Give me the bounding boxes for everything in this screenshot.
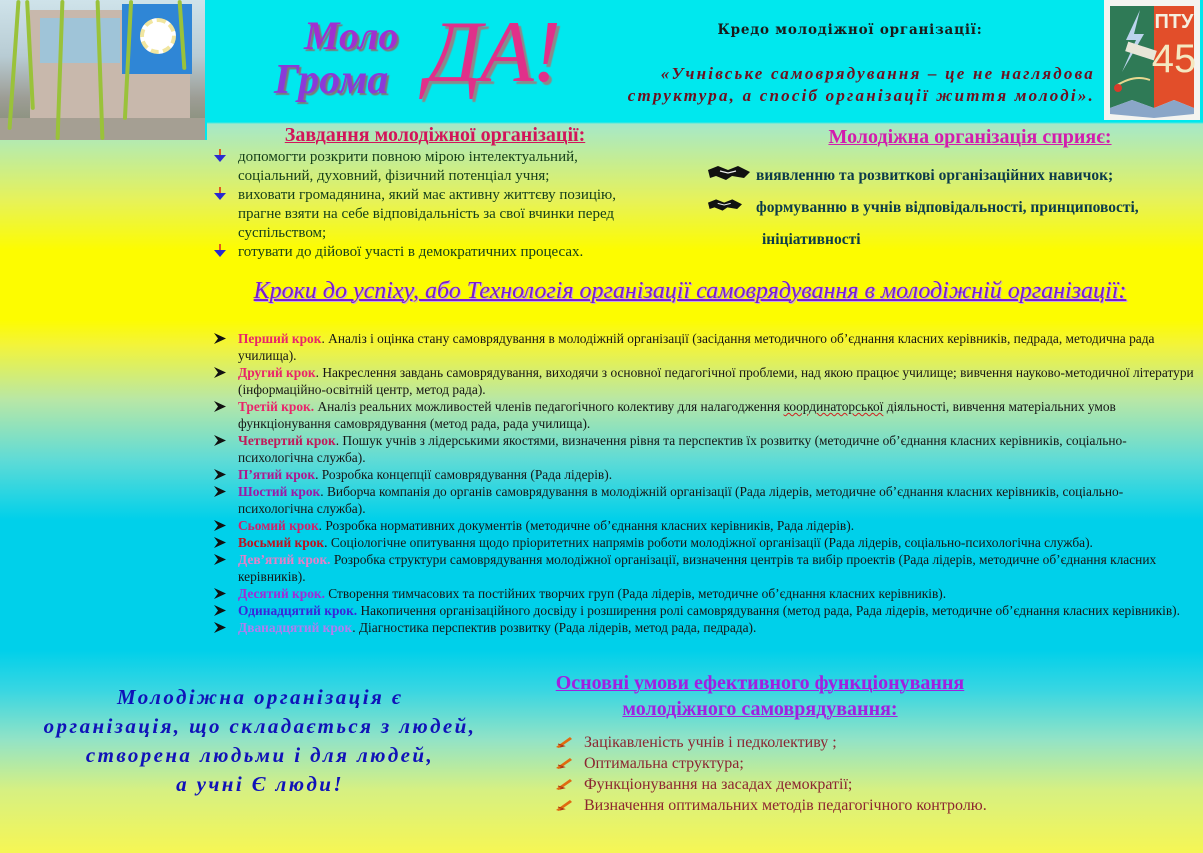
task-item (214, 243, 654, 262)
task-text: готувати до дійової участі в демократичних процесах. (238, 244, 584, 260)
chevron-right-icon (214, 520, 226, 531)
task-text: виховати громадянина, який має активну життєву позицію, прагне взяти на себе відповідальність за свої вчинки перед суспільством; (238, 187, 617, 241)
gear-emblem-icon (140, 18, 176, 54)
task-item (214, 148, 654, 186)
willow-branch (7, 0, 20, 130)
condition-item (556, 732, 1076, 753)
writing-hand-icon (556, 736, 572, 748)
promotes-title: Молодіжна організація сприяє: (828, 126, 1112, 148)
emblem-text-45: 45 (1151, 37, 1197, 81)
step-item (214, 483, 1198, 517)
motto-line: створена людьми і для людей, (85, 743, 435, 767)
step-label: Дев’ятий крок. (238, 552, 331, 567)
promotes-text: формуванню в учнів відповідальності, принциповості, (756, 199, 1139, 216)
step-text: . Виборча компанія до органів самоврядування в молодіжній організації (Рада лідерів, методичне об’єднання класних керівників, соціально-психологічна служба). (238, 484, 1124, 516)
step-item (214, 602, 1198, 619)
condition-text: Визначення оптимальних методів педагогічного контролю. (584, 797, 987, 814)
step-item (214, 466, 1198, 483)
chevron-right-icon (214, 367, 226, 378)
condition-text: Функціонування на засадах демократії; (584, 776, 853, 793)
step-label: Восьмий крок (238, 535, 325, 550)
credo-heading: Кредо молодіжної організації: (717, 22, 983, 38)
step-text: Аналіз реальних можливостей членів педагогічного колективу для налагодження (314, 399, 784, 414)
arrow-down-icon (214, 149, 226, 163)
step-label: Шостий крок (238, 484, 321, 499)
tasks-title: Завдання молодіжної організації: (284, 124, 586, 146)
step-text: Розробка структури самоврядування молодіжної організації, визначення центрів та вибір проектів (Рада лідерів, методичне об’єднання класних керівників). (238, 552, 1157, 584)
step-item (214, 585, 1198, 602)
building-windows (40, 18, 120, 63)
chevron-right-icon (214, 605, 226, 616)
chevron-right-icon (214, 622, 226, 633)
motto-line: Молодіжна організація є (117, 685, 403, 709)
emblem-text-ptu: ПТУ (1154, 11, 1194, 33)
step-item (214, 534, 1198, 551)
step-text: діяльності, вивчення матеріальних умов функціонування самоврядування (метод рада, рада училища). (238, 399, 1116, 431)
conditions-title-line1: Основні умови ефективного функціонування (555, 672, 965, 694)
step-text: . Накреслення завдань самоврядування, виходячи з основної педагогічної проблеми, над якою працює училище; вивчення науково-методичної літератури (інформаційно-освітній центр, метод рада). (238, 365, 1194, 397)
step-label: Десятий крок. (238, 586, 325, 601)
condition-item (556, 795, 1076, 816)
step-item (214, 432, 1198, 466)
step-label: Одинадцятий крок. (238, 603, 358, 618)
step-label: П’ятий крок (238, 467, 316, 482)
chevron-right-icon (214, 486, 226, 497)
writing-hand-icon (556, 778, 572, 790)
promotes-item (708, 192, 1198, 224)
step-label: Третій крок. (238, 399, 315, 414)
condition-text: Оптимальна структура; (584, 755, 744, 772)
promotes-text: виявленню та розвиткові організаційних навичок; (756, 167, 1114, 184)
promotes-text: ініціативності (762, 231, 861, 248)
building-photo (0, 0, 207, 140)
steps-list (214, 330, 1198, 636)
motto-line: а учні Є люди! (176, 772, 344, 796)
task-item (214, 186, 654, 243)
conditions-list (556, 732, 1076, 816)
condition-item (556, 774, 1076, 795)
step-text: . Діагностика перспектив розвитку (Рада лідерів, метод рада, педрада). (352, 620, 757, 635)
step-item (214, 517, 1198, 534)
step-text-flagged-word: координаторської (783, 399, 884, 414)
arrow-down-icon (214, 244, 226, 258)
chevron-right-icon (214, 435, 226, 446)
step-label: Сьомий крок (238, 518, 319, 533)
step-label: Перший крок (238, 331, 322, 346)
motto (0, 683, 520, 799)
title-part-da: ДА! (426, 4, 560, 101)
step-item (214, 330, 1198, 364)
chevron-right-icon (214, 401, 226, 412)
steps-title: Кроки до успіху, або Технологія організації самоврядування в молодіжній організації: (253, 278, 1127, 304)
title-part-groma: Грома (274, 57, 389, 103)
promotes-item (708, 160, 1198, 192)
promotes-item-continuation (708, 224, 1198, 256)
condition-text: Зацікавленість учнів і педколективу ; (584, 734, 837, 751)
step-text: . Розробка концепції самоврядування (Рада лідерів). (315, 467, 613, 482)
tasks-list (214, 148, 654, 262)
writing-hand-icon (556, 757, 572, 769)
step-item (214, 398, 1198, 432)
poster-title (270, 4, 560, 118)
chevron-right-icon (214, 554, 226, 565)
conditions-title-line2: молодіжного самоврядування: (622, 698, 898, 720)
step-label: Дванадцятий крок (238, 620, 353, 635)
chevron-right-icon (214, 333, 226, 344)
chevron-right-icon (214, 537, 226, 548)
motto-line: організація, що складається з людей, (43, 714, 477, 738)
step-label: Четвертий крок (238, 433, 336, 448)
credo-quote: «Учнівське самоврядування – це не наглядова структура, а спосіб організації життя молоді». (627, 64, 1095, 105)
step-text: . Розробка нормативних документів (методичне об’єднання класних керівників, Рада лідерів). (318, 518, 855, 533)
handshake-icon (708, 196, 742, 214)
step-text: Накопичення організаційного досвіду і розширення ролі самоврядування (метод рада, Рада лідерів, методичне об’єднання класних керівників). (357, 603, 1180, 618)
step-text: Створення тимчасових та постійних творчих груп (Рада лідерів, методичне об’єднання класних керівників). (324, 586, 947, 601)
chevron-right-icon (214, 469, 226, 480)
handshake-icon (708, 164, 750, 182)
step-text: . Аналіз і оцінка стану самоврядування в молодіжній організації (засідання методичного об’єднання класних керівників, педрада, методична рада училища). (238, 331, 1155, 363)
step-label: Другий крок (238, 365, 316, 380)
school-emblem-icon (1104, 0, 1200, 120)
step-text: . Пошук учнів з лідерськими якостями, визначення рівня та перспектив їх розвитку (методичне об’єднання класних керівників, соціально-психологічна служба). (238, 433, 1127, 465)
chevron-right-icon (214, 588, 226, 599)
condition-item (556, 753, 1076, 774)
step-item (214, 551, 1198, 585)
writing-hand-icon (556, 799, 572, 811)
step-text: . Соціологічне опитування щодо пріоритетних напрямів роботи молодіжної організації (Рада лідерів, соціально-психологічна служба). (324, 535, 1093, 550)
promotes-list (708, 160, 1198, 256)
step-item (214, 364, 1198, 398)
conditions-title (540, 670, 980, 722)
step-item (214, 619, 1198, 636)
title-part-molo: Моло (304, 13, 399, 58)
arrow-down-icon (214, 187, 226, 201)
task-text: допомогти розкрити повною мірою інтелектуальний, соціальний, духовний, фізичний потенціал учня; (238, 149, 578, 184)
